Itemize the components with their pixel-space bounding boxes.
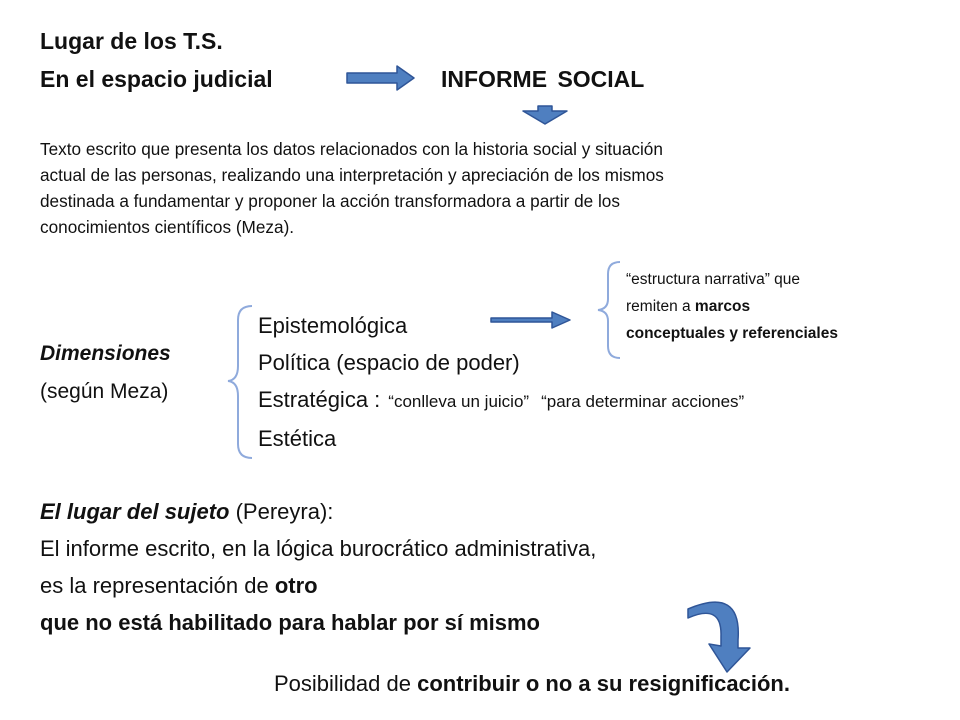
space-label: En el espacio judicial [40, 66, 273, 92]
conclusion-bold: contribuir o no a su resignificación. [417, 671, 790, 696]
dimension-estetica: Estética [258, 426, 337, 451]
subject-line-prefix: es la representación de [40, 573, 275, 598]
subject-title-italic: El lugar del sujeto [40, 499, 230, 524]
curved-arrow-icon [688, 602, 750, 672]
page-title: Lugar de los T.S. [40, 28, 223, 54]
definition-line: destinada a fundamentar y proponer la acción transformadora a partir de los [40, 191, 620, 211]
subject-title-source: (Pereyra): [229, 499, 334, 524]
dimensions-bracket [228, 306, 252, 458]
subject-line-bold: otro [274, 573, 318, 598]
narrative-prefix: remiten a [626, 298, 695, 315]
estrategica-quote-acciones: “para determinar acciones” [541, 392, 745, 411]
definition-line: actual de las personas, realizando una interpretación y apreciación de los mismos [40, 165, 664, 185]
subject-line: El informe escrito, en la lógica burocrático administrativa, [40, 536, 597, 561]
conclusion-prefix: Posibilidad de [274, 671, 418, 696]
dimension-politica: Política (espacio de poder) [258, 350, 520, 375]
report-title: INFORME SOCIAL [441, 66, 645, 92]
dimensions-source: (según Meza) [40, 380, 169, 403]
down-arrow-icon [523, 106, 567, 124]
right-arrow-icon [491, 312, 570, 328]
dimensions-title: Dimensiones [40, 342, 171, 365]
estrategica-quote-juicio: “conlleva un juicio” [388, 392, 530, 411]
narrative-line: conceptuales y referenciales [626, 325, 838, 342]
right-arrow-icon [347, 66, 414, 90]
dimension-epistemologica: Epistemológica [258, 313, 408, 338]
narrative-bold: marcos [694, 298, 751, 315]
definition-line: conocimientos científicos (Meza). [40, 217, 295, 237]
narrative-line: “estructura narrativa” que [626, 271, 801, 288]
subject-line: que no está habilitado para hablar por sí mismo [40, 610, 540, 635]
narrative-bracket [598, 262, 620, 358]
dimension-estrategica-label: Estratégica : [258, 387, 381, 412]
definition-line: Texto escrito que presenta los datos relacionados con la historia social y situación [40, 139, 663, 159]
